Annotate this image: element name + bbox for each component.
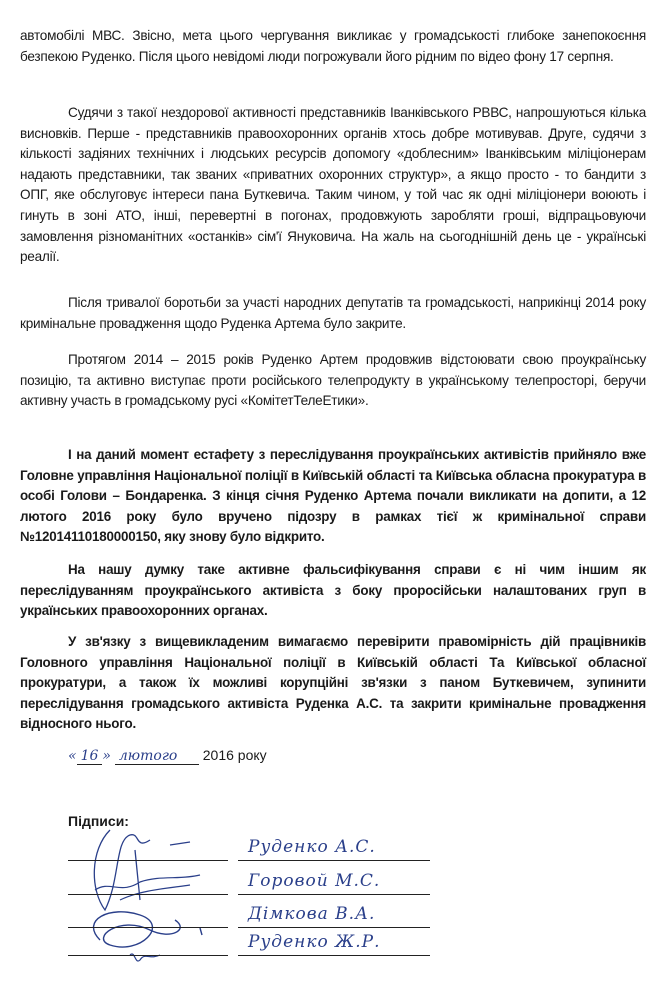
- paragraph-persecution: І на даний момент естафету з переслідування проукраїнських активістів прийняло вже Головне управління Національної поліції в Київській області та Київська обласна прокуратура в особі Голови – Бондаренка. З кінця січня Руденко Артема почали викликати на допити, а 12 лютого 2016 року було вручено підозру в рамках тієї ж кримінальної справи №12014110180000150, яку знову було відкрито.: [20, 447, 646, 545]
- signature-line-4: [68, 955, 228, 956]
- signatory-name-2: Горовой М.С.: [248, 871, 381, 891]
- signature-line-1: [68, 860, 228, 861]
- paragraph-continuation: автомобілі МВС. Звісно, мета цього чергування викликає у громадськості глибоке занепокоєння безпекою Руденко. Після цього невідомі люди погрожували його рідним по відео фону 17 серпня.: [20, 28, 646, 64]
- signature-line-3: [68, 927, 228, 928]
- paragraph-demands: У зв'язку з вищевикладеним вимагаємо перевірити правомірність дій працівників Головного управління Національної поліції в Київській області Та Київської обласної прокуратури, а також їх можливі корупційні зв'язки з паном Буткевичем, зупинити переслідування громадського активіста Руденка А.С. та закрити кримінальне провадження відносного нього.: [20, 634, 646, 732]
- name-line-4: [238, 955, 430, 956]
- name-line-2: [238, 894, 430, 895]
- signatures-label: Підписи:: [68, 813, 129, 829]
- paragraph-conclusions: Судячи з такої нездорової активності представників Іванківського РВВС, напрошуються кілька висновків. Перше - представників правоохоронних органів хтось добре мотивував. Друге, судячи з кількості задіяних технічних і людських ресурсів допомогу «доблесним» Іванківським міліціонерам надають представники, так званих «приватних охоронних структур», а якщо просто - то бандити з ОПГ, яке обслуговує інтереси пана Буткевича. Таким чином, у той час як одні міліціонери воюють і гинуть в зоні АТО, інші, перевертні в погонах, продовжують заробляти гроші, відпрацьовуючи замовлення різноманітних «останків» сім'ї Януковича. На жаль на сьогоднішній день це - українські реалії.: [20, 105, 646, 265]
- name-line-1: [238, 860, 430, 861]
- date-day: « 16 »: [68, 748, 111, 764]
- paragraph-case-closed: Після тривалої боротьби за участі народних депутатів та громадськості, наприкінці 2014 року кримінальне провадження щодо Руденка Артема було закрите.: [20, 295, 646, 331]
- paragraph-activism: Протягом 2014 – 2015 років Руденко Артем продовжив відстоювати свою проукраїнську позицію, та активно виступає проти російського телепродукту в українському телепросторі, беручи активну участь в громадському русі «КомітетТелеЕтики».: [20, 352, 646, 409]
- signature-line-2: [68, 894, 228, 895]
- paragraph-opinion: На нашу думку таке активне фальсифікування справи є ні чим іншим як переслідуванням проукраїнського активіста з боку проросійськи налаштованих груп в українських правоохоронних органах.: [20, 562, 646, 619]
- document-date: [68, 747, 267, 765]
- date-year: 2016 року: [202, 747, 267, 763]
- signatory-name-3: Дімкова В.А.: [248, 904, 376, 924]
- handwritten-signatures: [80, 820, 220, 970]
- signatory-name-4: Руденко Ж.Р.: [248, 932, 381, 952]
- date-month: лютого: [115, 748, 199, 765]
- name-line-3: [238, 927, 430, 928]
- signatory-name-1: Руденко А.С.: [248, 837, 376, 857]
